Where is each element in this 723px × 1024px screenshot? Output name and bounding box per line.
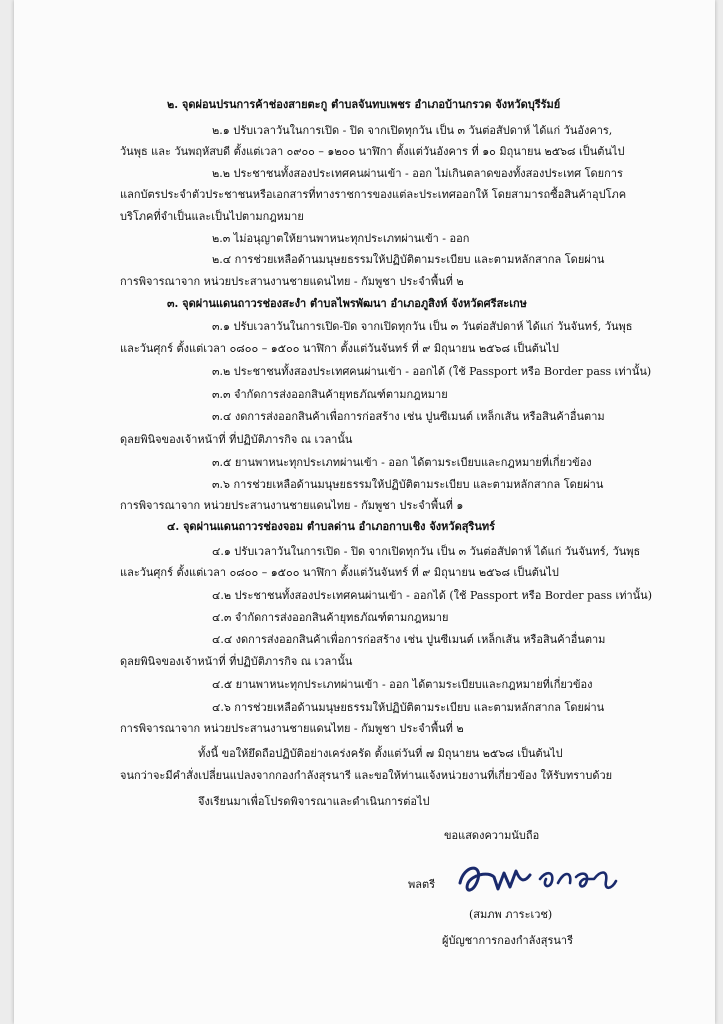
section-4-line: ๔.๓ จำกัดการส่งออกสินค้ายุทธภัณฑ์ตามกฎหมาย (212, 611, 449, 624)
closing-line-3: จึงเรียนมาเพื่อโปรดพิจารณาและดำเนินการต่อไป (198, 795, 430, 808)
section-3-line: ดุลยพินิจของเจ้าหน้าที่ ที่ปฏิบัติภารกิจ ณ เวลานั้น (120, 433, 353, 446)
section-3-line: การพิจารณาจาก หน่วยประสานงานชายแดนไทย - กัมพูชา ประจำพื้นที่ ๑ (120, 499, 464, 512)
section-3-line: ๓.๒ ประชาชนทั้งสองประเทศคนผ่านเข้า - ออกได้ (ใช้ Passport หรือ Border pass เท่านั้น) (212, 365, 652, 378)
section-4-line: ดุลยพินิจของเจ้าหน้าที่ ที่ปฏิบัติภารกิจ ณ เวลานั้น (120, 655, 353, 668)
section-2-line: ๒.๓ ไม่อนุญาตให้ยานพาหนะทุกประเภทผ่านเข้า - ออก (212, 232, 470, 245)
section-4-line: ๔.๕ ยานพาหนะทุกประเภทผ่านเข้า - ออก ได้ตามระเบียบและกฎหมายที่เกี่ยวข้อง (212, 678, 593, 691)
section-2-line: การพิจารณาจาก หน่วยประสานงานชายแดนไทย - กัมพูชา ประจำพื้นที่ ๒ (120, 275, 464, 288)
section-2-line: ๒.๒ ประชาชนทั้งสองประเทศคนผ่านเข้า - ออก ไม่เกินตลาดของทั้งสองประเทศ โดยการ (212, 167, 623, 180)
section-3-line: ๓.๓ จำกัดการส่งออกสินค้ายุทธภัณฑ์ตามกฎหมาย (212, 388, 448, 401)
signature-stroke (540, 873, 616, 888)
section-3-line: ๓.๖ การช่วยเหลือด้านมนุษยธรรมให้ปฏิบัติตามระเบียบ และตามหลักสากล โดยผ่าน (212, 478, 604, 491)
section-3-line: และวันศุกร์ ตั้งแต่เวลา ๐๘๐๐ – ๑๕๐๐ นาฬิกา ตั้งแต่วันจันทร์ ที่ ๙ มิถุนายน ๒๕๖๘ เป็นต้นไป (120, 342, 559, 355)
section-3-line: ๓.๕ ยานพาหนะทุกประเภทผ่านเข้า - ออก ได้ตามระเบียบและกฎหมายที่เกี่ยวข้อง (212, 456, 592, 469)
section-2-heading: ๒. จุดผ่อนปรนการค้าช่องสายตะกู ตำบลจันทบเพชร อำเภอบ้านกรวด จังหวัดบุรีรัมย์ (167, 98, 561, 111)
section-4-line: ๔.๖ การช่วยเหลือด้านมนุษยธรรมให้ปฏิบัติตามระเบียบ และตามหลักสากล โดยผ่าน (212, 701, 605, 714)
section-2-line: ๒.๑ ปรับเวลาวันในการเปิด - ปิด จากเปิดทุกวัน เป็น ๓ วันต่อสัปดาห์ ได้แก่ วันอังคาร, (212, 124, 613, 137)
regards-text: ขอแสดงความนับถือ (444, 829, 540, 842)
signatory-position: ผู้บัญชาการกองกำลังสุรนารี (442, 934, 574, 947)
section-3-line: ๓.๔ งดการส่งออกสินค้าเพื่อการก่อสร้าง เช่น ปูนซีเมนต์ เหล็กเส้น หรือสินค้าอื่นตาม (212, 410, 605, 423)
section-2-line: บริโภคที่จำเป็นและเป็นไปตามกฎหมาย (120, 210, 304, 223)
section-4-heading: ๔. จุดผ่านแดนถาวรช่องจอม ตำบลด่าน อำเภอกาบเชิง จังหวัดสุรินทร์ (167, 520, 496, 533)
section-4-line: การพิจารณาจาก หน่วยประสานงานชายแดนไทย - กัมพูชา ประจำพื้นที่ ๒ (120, 722, 464, 735)
closing-line-1: ทั้งนี้ ขอให้ยึดถือปฏิบัติอย่างเคร่งครัด ตั้งแต่วันที่ ๗ มิถุนายน ๒๕๖๘ เป็นต้นไป (198, 747, 563, 760)
document-page (14, 0, 715, 1024)
section-3-heading: ๓. จุดผ่านแดนถาวรช่องสะงำ ตำบลไพรพัฒนา อำเภอภูสิงห์ จังหวัดศรีสะเกษ (167, 297, 527, 310)
handwritten-signature (454, 853, 624, 903)
section-2-line: วันพุธ และ วันพฤหัสบดี ตั้งแต่เวลา ๐๙๐๐ – ๑๒๐๐ นาฬิกา ตั้งแต่วันอังคาร ที่ ๑๐ มิถุนายน ๒๕๖๘ เป็นต้นไป (120, 145, 625, 158)
rank-text: พลตรี (408, 878, 436, 891)
document-body (14, 0, 715, 1024)
section-2-line: ๒.๔ การช่วยเหลือด้านมนุษยธรรมให้ปฏิบัติตามระเบียบ และตามหลักสากล โดยผ่าน (212, 253, 605, 266)
section-3-line: ๓.๑ ปรับเวลาวันในการเปิด-ปิด จากเปิดทุกวัน เป็น ๓ วันต่อสัปดาห์ ได้แก่ วันจันทร์, วันพุธ (212, 320, 633, 333)
section-4-line: และวันศุกร์ ตั้งแต่เวลา ๐๘๐๐ – ๑๕๐๐ นาฬิกา ตั้งแต่วันจันทร์ ที่ ๙ มิถุนายน ๒๕๖๘ เป็นต้นไป (120, 566, 559, 579)
section-2-line: แลกบัตรประจำตัวประชาชนหรือเอกสารที่ทางราชการของแต่ละประเทศออกให้ โดยสามารถซื้อสินค้าอุปโภค (120, 188, 627, 201)
signature-stroke (460, 868, 530, 890)
section-4-line: ๔.๑ ปรับเวลาวันในการเปิด - ปิด จากเปิดทุกวัน เป็น ๓ วันต่อสัปดาห์ ได้แก่ วันจันทร์, วันพุธ (212, 545, 641, 558)
closing-line-2: จนกว่าจะมีคำสั่งเปลี่ยนแปลงจากกองกำลังสุรนารี และขอให้ท่านแจ้งหน่วยงานที่เกี่ยวข้อง ให้รับทราบด้วย (120, 769, 613, 782)
section-4-line: ๔.๒ ประชาชนทั้งสองประเทศคนผ่านเข้า - ออกได้ (ใช้ Passport หรือ Border pass เท่านั้น) (212, 589, 652, 602)
signatory-name: (สมภพ ภาระเวช) (469, 908, 553, 921)
section-4-line: ๔.๔ งดการส่งออกสินค้าเพื่อการก่อสร้าง เช่น ปูนซีเมนต์ เหล็กเส้น หรือสินค้าอื่นตาม (212, 633, 606, 646)
